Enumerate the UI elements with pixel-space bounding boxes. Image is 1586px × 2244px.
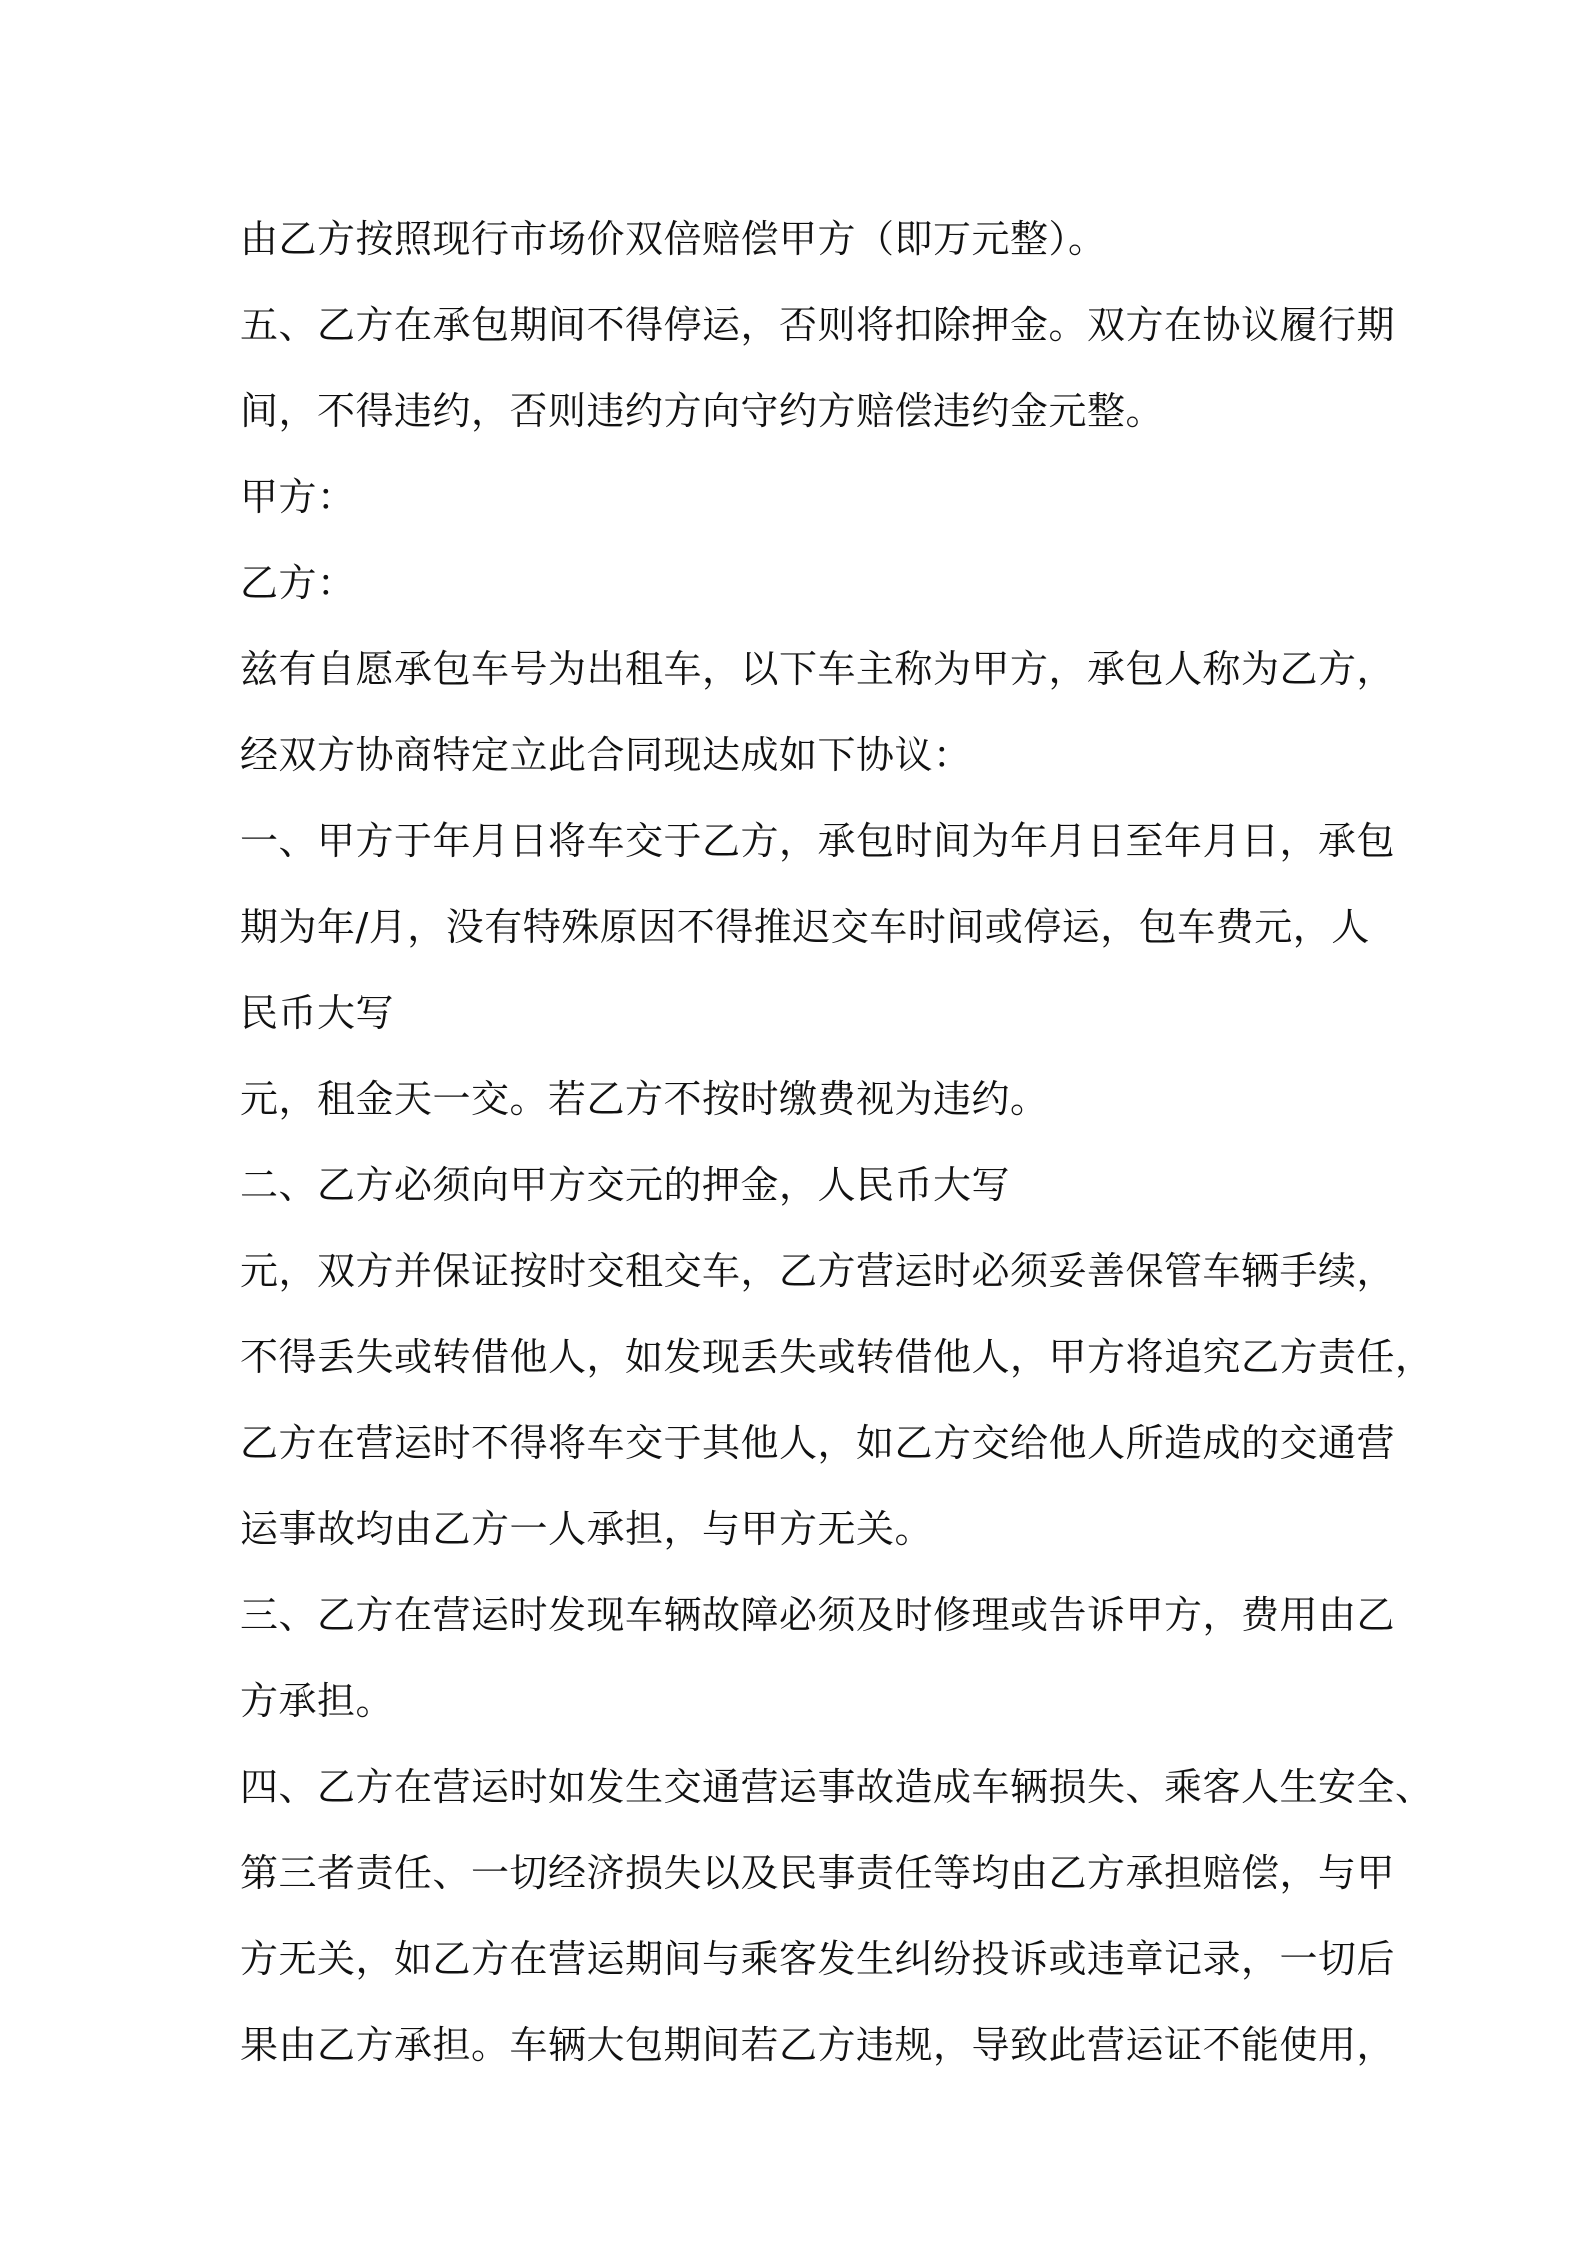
- text-line: 元，双方并保证按时交租交车，乙方营运时必须妥善保管车辆手续，: [240, 1249, 1396, 1293]
- text-line: 经双方协商特定立此合同现达成如下协议：: [240, 733, 972, 777]
- text-line: 乙方：: [240, 561, 356, 605]
- text-line: 果由乙方承担。车辆大包期间若乙方违规，导致此营运证不能使用，: [240, 2023, 1396, 2067]
- text-line: 方承担。: [240, 1679, 395, 1723]
- text-line: 元，租金天一交。若乙方不按时缴费视为违约。: [240, 1077, 1049, 1121]
- text-line: 方无关，如乙方在营运期间与乘客发生纠纷投诉或违章记录，一切后: [240, 1937, 1396, 1981]
- text-line: 民币大写: [240, 991, 395, 1035]
- text-line: 期为年/月，没有特殊原因不得推迟交车时间或停运，包车费元，人: [240, 905, 1370, 949]
- text-line: 间，不得违约，否则违约方向守约方赔偿违约金元整。: [240, 389, 1165, 433]
- text-line: 兹有自愿承包车号为出租车，以下车主称为甲方，承包人称为乙方，: [240, 647, 1396, 691]
- text-line: 三、乙方在营运时发现车辆故障必须及时修理或告诉甲方，费用由乙: [240, 1593, 1396, 1637]
- text-line: 甲方：: [240, 475, 356, 519]
- text-line: 第三者责任、一切经济损失以及民事责任等均由乙方承担赔偿，与甲: [240, 1851, 1396, 1895]
- text-line: 乙方在营运时不得将车交于其他人，如乙方交给他人所造成的交通营: [240, 1421, 1396, 1465]
- text-line: 运事故均由乙方一人承担，与甲方无关。: [240, 1507, 934, 1551]
- text-line: 五、乙方在承包期间不得停运，否则将扣除押金。双方在协议履行期: [240, 303, 1396, 347]
- text-line: 四、乙方在营运时如发生交通营运事故造成车辆损失、乘客人生安全、: [240, 1765, 1434, 1809]
- text-line: 二、乙方必须向甲方交元的押金，人民币大写: [240, 1163, 1011, 1207]
- document-body: [240, 196, 1434, 2088]
- text-line: 一、甲方于年月日将车交于乙方，承包时间为年月日至年月日，承包: [240, 819, 1396, 863]
- text-line: 由乙方按照现行市场价双倍赔偿甲方（即万元整）。: [240, 217, 1107, 261]
- text-line: 不得丢失或转借他人，如发现丢失或转借他人，甲方将追究乙方责任，: [240, 1335, 1434, 1379]
